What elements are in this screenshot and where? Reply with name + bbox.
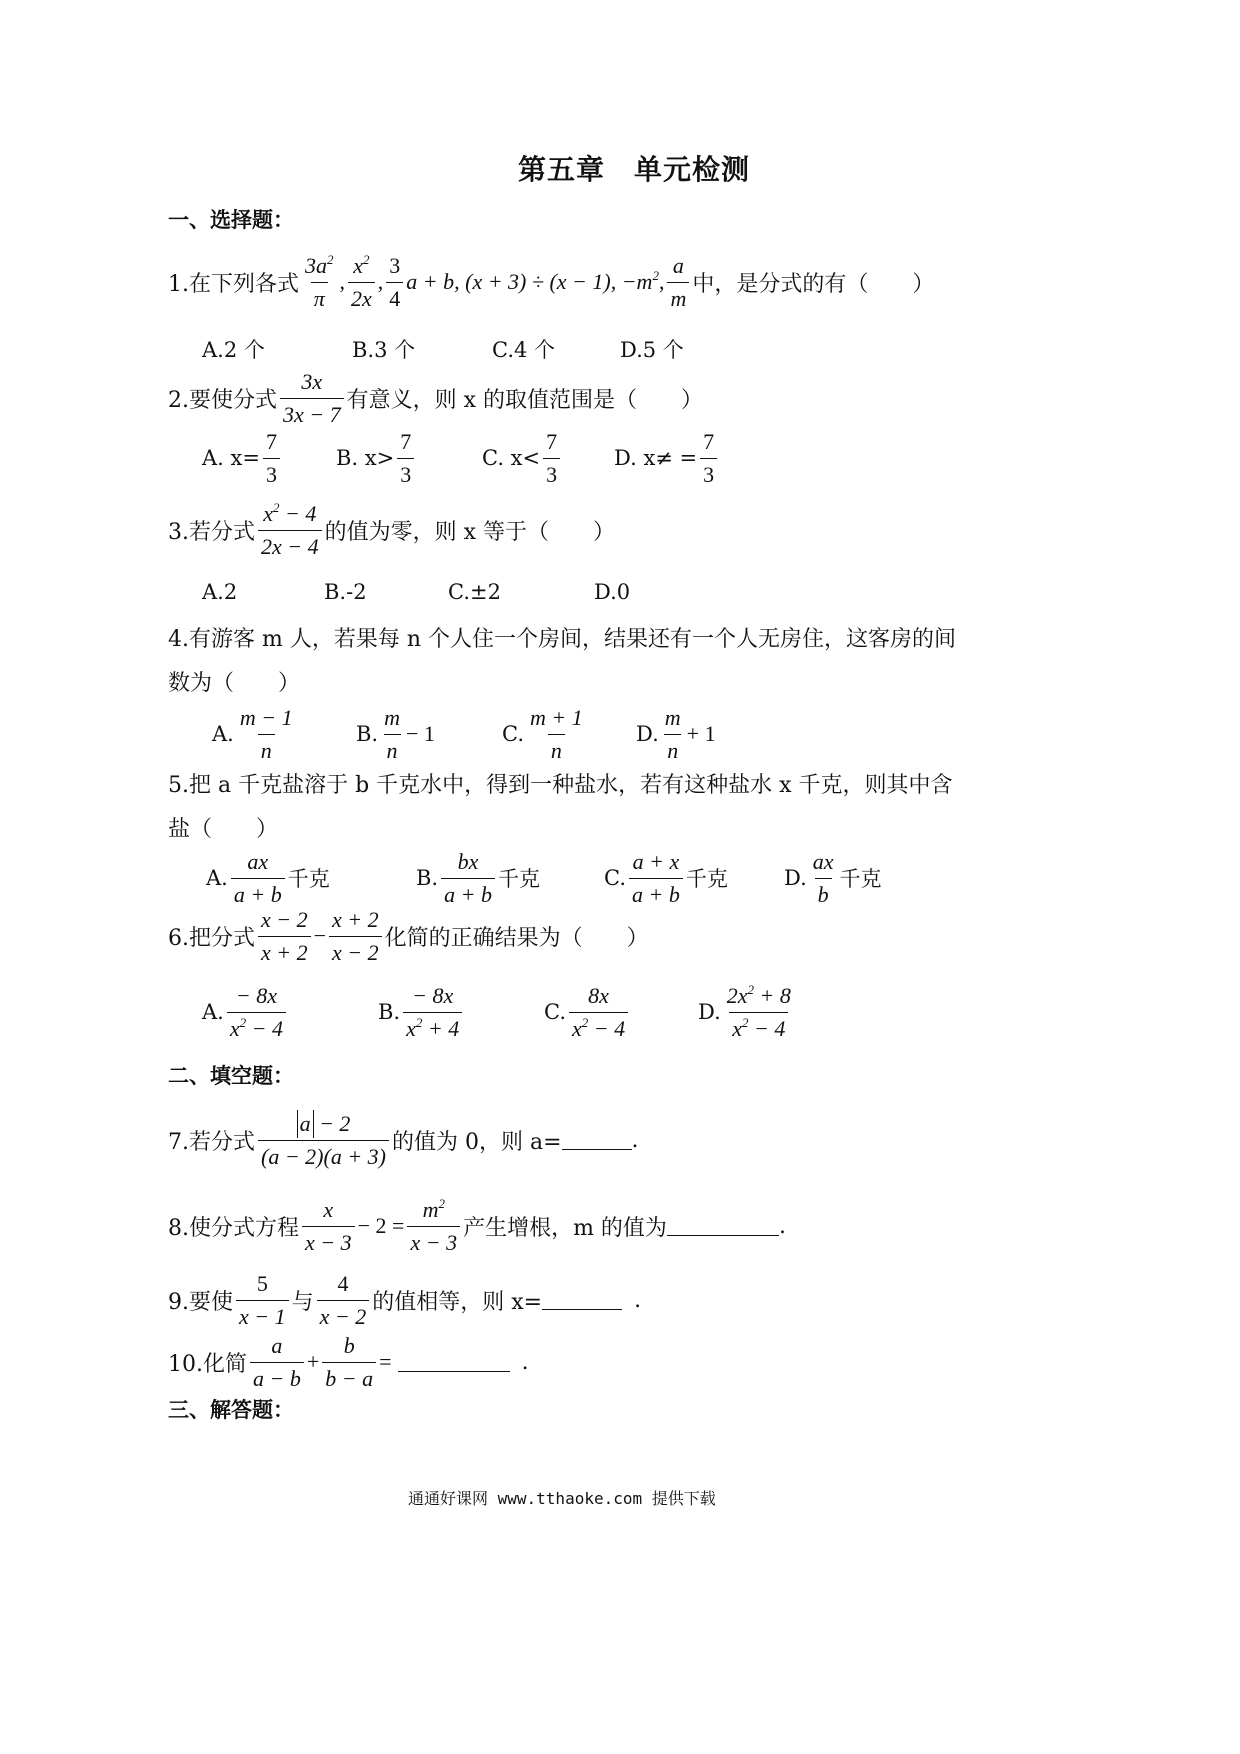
q5-option-d: [784, 848, 882, 908]
q9-middle: 与: [291, 1289, 314, 1315]
q1-f4-denominator: m: [667, 282, 689, 313]
q9-fraction-2: [317, 1270, 370, 1330]
q6-option-d-den-rest: − 4: [748, 1015, 786, 1041]
q4-option-d-den: n: [664, 734, 681, 765]
q2-option-c-num: 7: [546, 429, 558, 454]
q5-option-a-unit: 千克: [287, 867, 330, 891]
q1-option-c: C.4 个: [492, 338, 556, 362]
footer-text: 通通好课网 www.tthaoke.com 提供下载: [408, 1489, 716, 1508]
q1-option-d: D.5 个: [620, 338, 684, 362]
q6-suffix: 化简的正确结果为（ ）: [384, 925, 649, 951]
q5-option-a-label: A.: [206, 866, 228, 890]
q3-fraction: [258, 500, 322, 560]
question-5-line-2: [168, 812, 278, 843]
q4-option-b: [356, 704, 435, 764]
q6-fraction-2: [329, 906, 382, 966]
q8-f1-numerator: x: [323, 1197, 334, 1222]
q6-option-d-num-rest: + 8: [754, 983, 791, 1008]
section-heading-choice: 一、选择题：: [168, 208, 294, 232]
q4-option-d-after: + 1: [686, 721, 716, 746]
q8-f2-numerator: m: [422, 1197, 439, 1222]
q8-answer-blank[interactable]: [667, 1217, 779, 1236]
q5-option-c: [604, 848, 728, 908]
q1-fraction-1: [302, 252, 337, 312]
q4-option-b-after: − 1: [406, 721, 435, 746]
q3-denominator: 2x − 4: [258, 530, 322, 561]
q10-plus: +: [306, 1349, 320, 1374]
q4-option-c: [502, 704, 589, 764]
q3-option-c: C.±2: [448, 580, 501, 604]
q6-option-d-label: D.: [698, 1000, 721, 1024]
q8-fraction-1: [302, 1196, 355, 1256]
q4-option-a-den: n: [258, 734, 275, 765]
q5-option-d-num: ax: [812, 849, 834, 874]
q1-f2-denominator: 2x: [348, 282, 375, 313]
q10-f2-denominator: b − a: [322, 1362, 376, 1393]
q1-comma-2: ,: [377, 269, 384, 294]
question-6: [168, 906, 649, 966]
q8-fraction-2: [407, 1196, 460, 1256]
q5-option-b-den: a + b: [441, 878, 495, 909]
q2-option-a-label: A. x=: [202, 446, 260, 470]
section-heading-fill: 二、填空题：: [168, 1064, 294, 1088]
q4-option-a-num: m − 1: [239, 705, 293, 730]
q2-denominator: 3x − 7: [280, 398, 344, 429]
q2-option-a-den: 3: [263, 458, 280, 489]
q8-end: .: [778, 1213, 786, 1239]
q5-option-b-unit: 千克: [497, 867, 540, 891]
question-4-line-2: [168, 666, 300, 697]
question-1: [168, 252, 934, 312]
q2-suffix: 有意义，则 x 的取值范围是（ ）: [346, 387, 704, 413]
section-heading-solve: 三、解答题：: [168, 1398, 294, 1422]
q7-end: .: [631, 1127, 639, 1153]
q10-fraction-2: [322, 1332, 376, 1392]
q4-option-c-num: m + 1: [530, 705, 583, 730]
question-2: [168, 368, 703, 428]
q1-f2-numerator-exp: 2: [363, 252, 370, 267]
q7-denominator: (a − 2)(a + 3): [258, 1140, 389, 1171]
q4-text-line-1: 4.有游客 m 人，若果每 n 个人住一个房间，结果还有一个人无房住，这客房的间: [168, 627, 956, 652]
q7-fraction: [258, 1110, 389, 1170]
q4-option-b-den: n: [384, 734, 401, 765]
q1-suffix: 中，是分式的有（ ）: [692, 271, 935, 297]
q1-fraction-4: [667, 252, 689, 312]
q5-option-d-den: b: [815, 878, 832, 909]
q9-f1-denominator: x − 1: [236, 1300, 289, 1331]
q4-text-line-2: 数为（ ）: [168, 671, 301, 696]
q10-f1-numerator: a: [271, 1333, 283, 1358]
q2-option-b-label: B. x>: [336, 446, 395, 470]
q6-option-b-den-exp: 2: [415, 1014, 423, 1030]
q2-numerator: 3x: [301, 369, 323, 394]
q1-expression: a + b, (x + 3) ÷ (x − 1), −m: [406, 269, 653, 294]
q8-suffix: 产生增根，m 的值为: [463, 1215, 667, 1241]
q6-option-b-den-rest: + 4: [422, 1015, 460, 1041]
q5-text-line-1: 5.把 a 千克盐溶于 b 千克水中，得到一种盐水，若有这种盐水 x 千克，则其中含: [168, 773, 953, 798]
q2-option-c-label: C. x<: [482, 446, 541, 470]
q2-fraction: [280, 368, 344, 428]
question-10: [168, 1332, 529, 1392]
q8-middle: − 2 =: [357, 1213, 405, 1238]
q6-option-a-den: x: [229, 1015, 240, 1041]
q9-f2-numerator: 4: [337, 1271, 349, 1296]
q2-prefix: 2.要使分式: [168, 387, 277, 413]
q3-numerator-rest: − 4: [279, 501, 317, 526]
q6-option-d: [698, 982, 797, 1042]
q1-option-b: B.3 个: [352, 338, 416, 362]
q3-suffix: 的值为零，则 x 等于（ ）: [324, 519, 616, 545]
q4-option-c-label: C.: [502, 722, 524, 746]
q4-option-b-label: B.: [356, 722, 379, 746]
q1-f2-numerator: x: [353, 253, 364, 278]
q5-option-c-label: C.: [604, 866, 626, 890]
q9-answer-blank[interactable]: [542, 1291, 622, 1310]
q2-option-d-den: 3: [700, 458, 717, 489]
q1-f1-denominator: π: [311, 282, 328, 313]
q7-abs-value: a: [297, 1110, 314, 1138]
q10-end: .: [521, 1349, 529, 1375]
q6-fraction-1: [258, 906, 311, 966]
q4-option-b-num: m: [384, 705, 400, 730]
q6-option-b-num: − 8x: [412, 983, 454, 1008]
q6-option-d-den-exp: 2: [742, 1014, 749, 1030]
q7-suffix: 的值为 0，则 a=: [392, 1129, 562, 1155]
q5-option-a-den: a + b: [231, 878, 285, 909]
q4-option-a: [212, 704, 299, 764]
q4-option-d: [636, 704, 716, 764]
q6-option-b-den: x: [406, 1015, 416, 1041]
q7-answer-blank[interactable]: [562, 1131, 632, 1150]
q1-f1-numerator: 3a: [305, 253, 327, 278]
q1-prefix: 1.在下列各式: [168, 271, 299, 297]
q6-minus: −: [313, 923, 327, 948]
q5-option-d-unit: 千克: [839, 867, 882, 891]
q10-fraction-1: [250, 1332, 304, 1392]
q7-prefix: 7.若分式: [168, 1129, 255, 1155]
q2-option-b: [336, 428, 417, 488]
q4-option-d-label: D.: [636, 722, 659, 746]
q8-f1-denominator: x − 3: [302, 1226, 355, 1257]
q6-option-c: [544, 982, 631, 1042]
q6-option-c-num: 8x: [588, 983, 609, 1008]
q6-option-b-label: B.: [378, 1000, 401, 1024]
q4-option-c-den: n: [548, 734, 565, 765]
q1-fraction-3: [386, 252, 403, 312]
q3-option-a: A.2: [202, 580, 238, 604]
q7-numerator-rest: − 2: [313, 1111, 351, 1136]
q1-f4-numerator: a: [672, 253, 684, 278]
q6-f1-denominator: x + 2: [258, 936, 311, 967]
q6-option-d-num: 2x: [726, 983, 748, 1008]
q5-option-c-den: a + b: [629, 878, 683, 909]
q6-option-c-den-exp: 2: [581, 1014, 589, 1030]
q6-option-a-label: A.: [202, 1000, 224, 1024]
question-8: [168, 1196, 786, 1256]
q1-fraction-2: [348, 252, 375, 312]
q3-numerator: x: [263, 501, 274, 526]
q1-option-a: A.2 个: [202, 338, 265, 362]
q10-f2-numerator: b: [343, 1333, 355, 1358]
q9-suffix: 的值相等，则 x=: [372, 1289, 543, 1315]
q1-f3-numerator: 3: [389, 253, 401, 278]
q5-option-a: [206, 848, 330, 908]
q10-equals: =: [379, 1349, 392, 1374]
q10-f1-denominator: a − b: [250, 1362, 304, 1393]
q10-prefix: 10.化简: [168, 1351, 247, 1377]
q2-option-c: [482, 428, 563, 488]
q5-option-c-num: a + x: [632, 849, 680, 874]
q10-answer-blank[interactable]: [398, 1353, 510, 1372]
q2-option-d-label: D. x≠ =: [614, 446, 698, 470]
q4-option-d-num: m: [664, 705, 681, 730]
q6-option-a-den-rest: − 4: [246, 1015, 283, 1041]
q6-option-b: [378, 982, 465, 1042]
q5-option-d-label: D.: [784, 866, 807, 890]
q8-f2-denominator: x − 3: [407, 1226, 460, 1257]
q2-option-d-num: 7: [703, 429, 715, 454]
q4-option-a-label: A.: [212, 722, 234, 746]
q2-option-b-den: 3: [397, 458, 414, 489]
q1-expression-exp: 2: [652, 268, 659, 283]
q8-prefix: 8.使分式方程: [168, 1215, 299, 1241]
page-title: 第五章 单元检测: [518, 153, 751, 186]
q6-option-a-den-exp: 2: [239, 1014, 247, 1030]
q9-fraction-1: [236, 1270, 289, 1330]
q6-option-d-den: x: [732, 1015, 743, 1041]
q2-option-d: [614, 428, 720, 488]
question-7: [168, 1110, 639, 1170]
q6-f2-numerator: x + 2: [332, 907, 379, 932]
q9-end: .: [634, 1287, 642, 1313]
q5-option-c-unit: 千克: [685, 867, 728, 891]
q6-option-c-den-rest: − 4: [588, 1015, 626, 1041]
q6-option-c-den: x: [572, 1015, 582, 1041]
question-5-line-1: [168, 768, 953, 799]
q6-f1-numerator: x − 2: [261, 907, 308, 932]
q5-option-a-num: ax: [247, 849, 269, 874]
q3-numerator-exp: 2: [273, 500, 280, 515]
q1-comma-3: ,: [658, 269, 665, 294]
q6-option-c-label: C.: [544, 1000, 566, 1024]
question-3: [168, 500, 615, 560]
q5-option-b-label: B.: [416, 866, 439, 890]
q1-f3-denominator: 4: [386, 282, 403, 313]
q2-option-c-den: 3: [543, 458, 560, 489]
q6-prefix: 6.把分式: [168, 925, 255, 951]
q2-option-a: [202, 428, 283, 488]
q1-f1-numerator-exp: 2: [327, 252, 334, 267]
q9-f2-denominator: x − 2: [317, 1300, 370, 1331]
q8-f2-numerator-exp: 2: [438, 1196, 445, 1211]
question-9: [168, 1270, 641, 1330]
q2-option-a-num: 7: [265, 429, 277, 454]
question-4-line-1: [168, 622, 956, 653]
q3-option-d: D.0: [594, 580, 631, 604]
q6-option-d-num-exp: 2: [747, 982, 755, 997]
q1-comma-1: ,: [339, 269, 345, 294]
q9-prefix: 9.要使: [168, 1289, 233, 1315]
q2-option-b-num: 7: [400, 429, 412, 454]
q5-option-b: [416, 848, 540, 908]
q6-option-a: [202, 982, 289, 1042]
q3-option-b: B.-2: [324, 580, 367, 604]
q6-f2-denominator: x − 2: [329, 936, 382, 967]
q3-prefix: 3.若分式: [168, 519, 255, 545]
q5-text-line-2: 盐（ ）: [168, 817, 279, 842]
q9-f1-numerator: 5: [256, 1271, 268, 1296]
q5-option-b-num: bx: [457, 849, 479, 874]
q6-option-a-num: − 8x: [235, 983, 277, 1008]
